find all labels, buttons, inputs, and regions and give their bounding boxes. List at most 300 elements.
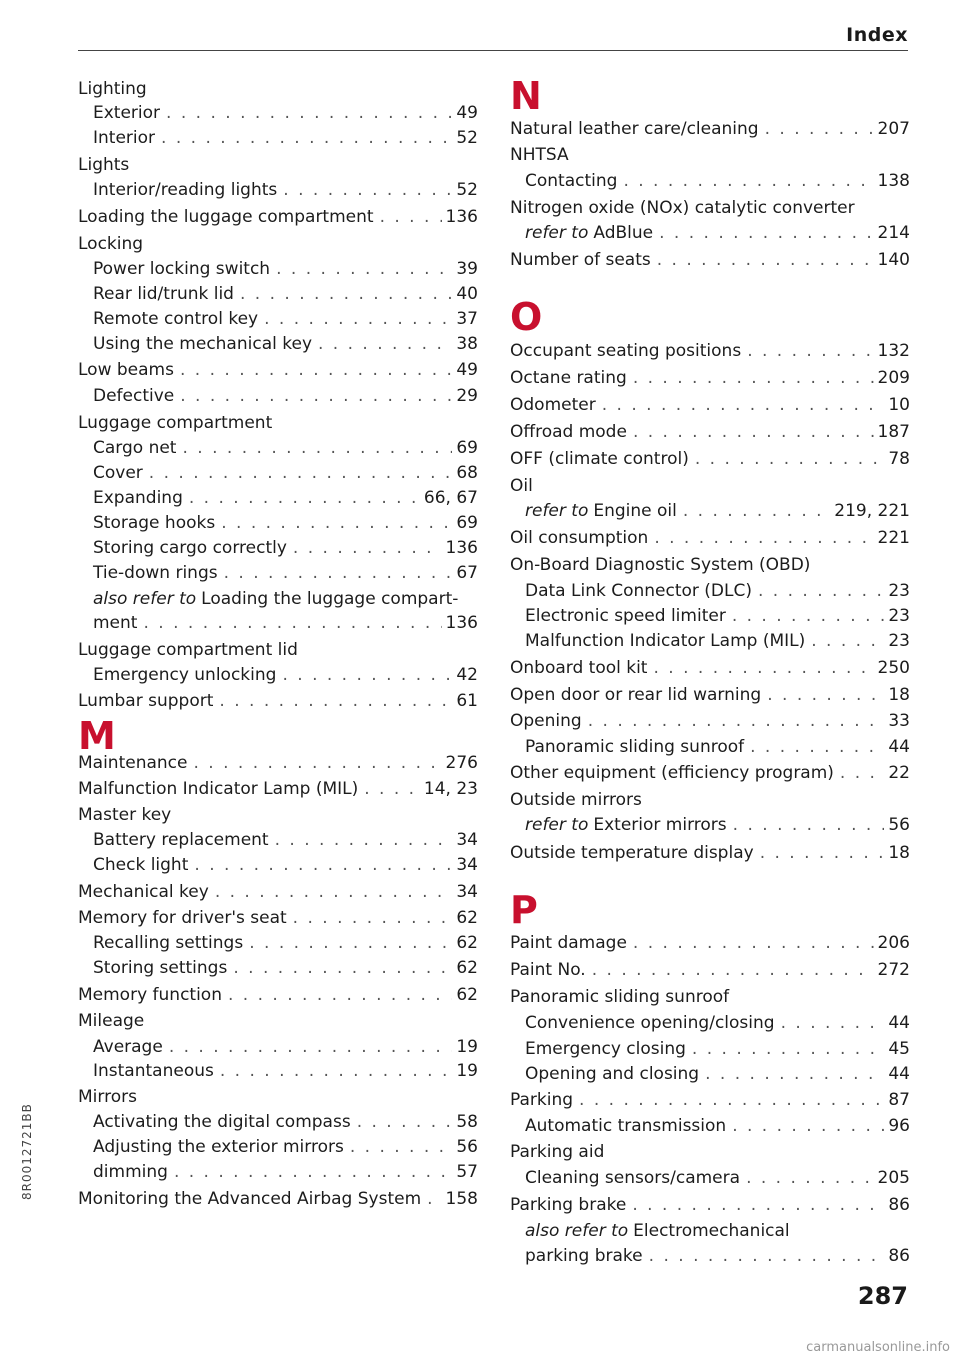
page-reference: 39 xyxy=(456,259,478,279)
index-entry xyxy=(510,447,910,471)
index-term: Mechanical key xyxy=(78,882,209,902)
page-reference: 52 xyxy=(456,180,478,200)
document-code: 8R0012721BB xyxy=(20,1103,34,1200)
index-entry xyxy=(78,906,478,930)
index-entry xyxy=(510,169,910,193)
index-entry-line xyxy=(78,1110,478,1134)
index-entry-line xyxy=(78,828,478,852)
index-entry-line xyxy=(510,931,910,955)
leader-dots xyxy=(633,366,874,390)
index-entry-line xyxy=(78,931,478,955)
leader-dots xyxy=(750,735,884,759)
index-term: Paint damage xyxy=(510,933,627,953)
index-heading xyxy=(510,143,910,167)
index-term: AdBlue xyxy=(593,223,654,243)
index-heading-line xyxy=(510,474,910,498)
leader-dots xyxy=(364,777,420,801)
index-entry xyxy=(78,511,478,535)
index-entry-line xyxy=(78,205,478,229)
index-entry-line xyxy=(510,1088,910,1112)
leader-dots xyxy=(659,221,873,245)
index-entry xyxy=(510,1088,910,1112)
index-heading xyxy=(510,474,910,498)
index-entry xyxy=(78,1110,478,1134)
index-entry xyxy=(510,393,910,417)
leader-dots xyxy=(840,761,884,785)
index-entry-line xyxy=(510,604,910,628)
index-term: Malfunction Indicator Lamp (MIL) xyxy=(525,631,806,651)
index-term: Cover xyxy=(93,463,143,483)
index-term: Battery replacement xyxy=(93,830,269,850)
leader-dots xyxy=(767,683,884,707)
index-term: Average xyxy=(93,1037,163,1057)
leader-dots xyxy=(683,499,830,523)
index-entry-line xyxy=(510,841,910,865)
leader-dots xyxy=(357,1110,453,1134)
index-entry xyxy=(78,101,478,125)
index-heading-line xyxy=(78,803,478,827)
index-term: Oil consumption xyxy=(510,528,649,548)
index-term: Check light xyxy=(93,855,189,875)
page-reference: 140 xyxy=(877,250,910,270)
index-term: Exterior xyxy=(93,103,161,123)
index-term: Open door or rear lid warning xyxy=(510,685,762,705)
cross-reference-prefix: also refer to xyxy=(525,1221,629,1241)
page-reference: 158 xyxy=(445,1189,478,1209)
leader-dots xyxy=(224,561,453,585)
index-entry-line xyxy=(510,1037,910,1061)
index-entry-line xyxy=(78,663,478,687)
index-heading xyxy=(510,553,910,577)
index-term: Low beams xyxy=(78,360,174,380)
page-reference: 214 xyxy=(877,223,910,243)
index-heading-line xyxy=(78,232,478,256)
page-reference: 86 xyxy=(888,1246,910,1266)
index-entry xyxy=(78,983,478,1007)
index-entry xyxy=(510,813,910,837)
leader-dots xyxy=(293,906,453,930)
page-reference: 19 xyxy=(456,1037,478,1057)
index-entry-line xyxy=(78,853,478,877)
index-heading-line xyxy=(78,77,478,101)
leader-dots xyxy=(632,1193,884,1217)
index-term: Tie-down rings xyxy=(93,563,218,583)
leader-dots xyxy=(161,126,452,150)
index-term: Natural leather care/cleaning xyxy=(510,119,759,139)
page-reference: 206 xyxy=(877,933,910,953)
leader-dots xyxy=(760,841,885,865)
index-term: Interior xyxy=(93,128,156,148)
index-term: dimming xyxy=(93,1162,168,1182)
index-term: Malfunction Indicator Lamp (MIL) xyxy=(78,779,359,799)
leader-dots xyxy=(293,536,442,560)
page-reference: 34 xyxy=(456,830,478,850)
index-entry xyxy=(510,339,910,363)
index-heading xyxy=(78,153,478,177)
index-term: Memory function xyxy=(78,985,222,1005)
index-entry-line xyxy=(510,499,910,523)
index-term: OFF (climate control) xyxy=(510,449,689,469)
index-entry-line xyxy=(78,384,478,408)
index-entry xyxy=(78,561,478,585)
index-entry-line xyxy=(510,221,910,245)
index-entry-line xyxy=(510,761,910,785)
index-entry xyxy=(510,931,910,955)
index-term: Panoramic sliding sunroof xyxy=(510,987,730,1007)
index-heading xyxy=(78,803,478,827)
index-entry xyxy=(78,751,478,775)
index-entry xyxy=(510,629,910,653)
index-term: Emergency unlocking xyxy=(93,665,277,685)
page-reference: 66, 67 xyxy=(423,488,478,508)
index-entry-line xyxy=(510,629,910,653)
index-heading xyxy=(78,411,478,435)
leader-dots xyxy=(166,101,452,125)
page-reference: 10 xyxy=(888,395,910,415)
leader-dots xyxy=(264,307,452,331)
index-term: Monitoring the Advanced Airbag System xyxy=(78,1189,422,1209)
page-reference: 78 xyxy=(888,449,910,469)
page-reference: 44 xyxy=(888,1064,910,1084)
page-reference: 138 xyxy=(877,171,910,191)
page-reference: 96 xyxy=(888,1116,910,1136)
leader-dots xyxy=(219,689,452,713)
index-heading-line xyxy=(510,985,910,1009)
leader-dots xyxy=(275,828,453,852)
index-entry xyxy=(78,436,478,460)
index-term: Using the mechanical key xyxy=(93,334,312,354)
index-entry-line xyxy=(510,1166,910,1190)
page-reference: 132 xyxy=(877,341,910,361)
index-term: Opening and closing xyxy=(525,1064,700,1084)
header-rule xyxy=(78,50,908,51)
leader-dots xyxy=(602,393,885,417)
index-heading-line xyxy=(510,788,910,812)
page-reference: 33 xyxy=(888,711,910,731)
index-entry-line xyxy=(510,579,910,603)
index-entry xyxy=(510,604,910,628)
page-reference: 219, 221 xyxy=(834,501,910,521)
leader-dots xyxy=(380,205,442,229)
index-entry xyxy=(510,499,910,523)
index-term: Defective xyxy=(93,386,175,406)
index-entry xyxy=(78,384,478,408)
index-entry-line xyxy=(510,683,910,707)
leader-dots xyxy=(220,1059,453,1083)
index-entry xyxy=(78,461,478,485)
index-entry xyxy=(78,178,478,202)
index-entry xyxy=(78,1035,478,1059)
index-term: Locking xyxy=(78,234,144,254)
index-entry xyxy=(510,366,910,390)
leader-dots xyxy=(746,1166,873,1190)
index-entry xyxy=(510,683,910,707)
index-term: Remote control key xyxy=(93,309,259,329)
page-reference: 136 xyxy=(445,613,478,633)
index-entry xyxy=(78,611,478,635)
page-reference: 62 xyxy=(456,908,478,928)
leader-dots xyxy=(282,663,452,687)
index-term: Parking xyxy=(510,1090,574,1110)
index-entry-line xyxy=(510,1114,910,1138)
index-term: Octane rating xyxy=(510,368,627,388)
page-reference: 221 xyxy=(877,528,910,548)
page-reference: 68 xyxy=(456,463,478,483)
page-reference: 61 xyxy=(456,691,478,711)
page-reference: 40 xyxy=(456,284,478,304)
index-heading xyxy=(510,1140,910,1164)
index-term: Electronic speed limiter xyxy=(525,606,726,626)
index-entry xyxy=(78,956,478,980)
index-entry-line xyxy=(510,447,910,471)
index-term: Parking aid xyxy=(510,1142,605,1162)
leader-dots xyxy=(221,511,452,535)
page-reference: 44 xyxy=(888,1013,910,1033)
page-reference: 34 xyxy=(456,882,478,902)
index-term: Mirrors xyxy=(78,1087,137,1107)
index-term: On-Board Diagnostic System (OBD) xyxy=(510,555,811,575)
page-reference: 57 xyxy=(456,1162,478,1182)
index-heading xyxy=(78,1085,478,1109)
leader-dots xyxy=(180,358,452,382)
page-reference: 56 xyxy=(888,815,910,835)
index-entry-line xyxy=(78,1160,478,1184)
index-entry xyxy=(510,1037,910,1061)
page-reference: 62 xyxy=(456,985,478,1005)
index-term: Interior/reading lights xyxy=(93,180,278,200)
index-heading xyxy=(78,232,478,256)
index-entry-line xyxy=(510,1011,910,1035)
page-reference: 276 xyxy=(445,753,478,773)
index-term: Engine oil xyxy=(593,501,677,521)
leader-dots xyxy=(180,384,452,408)
index-entry xyxy=(78,358,478,382)
index-entry-line xyxy=(78,126,478,150)
index-entry-line xyxy=(78,358,478,382)
index-entry xyxy=(510,248,910,272)
index-entry xyxy=(78,282,478,306)
index-entry-line xyxy=(78,536,478,560)
page-reference: 23 xyxy=(888,606,910,626)
index-entry xyxy=(510,579,910,603)
index-heading xyxy=(510,985,910,1009)
leader-dots xyxy=(649,1244,885,1268)
page-reference: 23 xyxy=(888,631,910,651)
index-entry-line xyxy=(78,486,478,510)
index-entry-line xyxy=(510,366,910,390)
index-term: Other equipment (efficiency program) xyxy=(510,763,834,783)
index-entry-line xyxy=(78,461,478,485)
index-term: Number of seats xyxy=(510,250,651,270)
index-entry xyxy=(510,1011,910,1035)
index-entry xyxy=(78,126,478,150)
index-entry-line xyxy=(78,777,478,801)
leader-dots xyxy=(350,1135,453,1159)
index-entry-line xyxy=(510,1062,910,1086)
leader-dots xyxy=(781,1011,885,1035)
index-heading-line xyxy=(510,1140,910,1164)
index-entry-line xyxy=(78,257,478,281)
index-term: Onboard tool kit xyxy=(510,658,648,678)
index-term: Cleaning sensors/camera xyxy=(525,1168,741,1188)
index-entry-line xyxy=(78,1135,478,1159)
page-reference: 136 xyxy=(445,538,478,558)
leader-dots xyxy=(249,931,452,955)
index-heading xyxy=(78,1009,478,1033)
index-term: Rear lid/trunk lid xyxy=(93,284,234,304)
page-reference: 49 xyxy=(456,360,478,380)
index-entry-line xyxy=(510,709,910,733)
page-reference: 62 xyxy=(456,933,478,953)
leader-dots xyxy=(705,1062,884,1086)
page-reference: 18 xyxy=(888,843,910,863)
leader-dots xyxy=(169,1035,453,1059)
index-term: Memory for driver's seat xyxy=(78,908,287,928)
index-term: Storing cargo correctly xyxy=(93,538,287,558)
index-entry xyxy=(78,307,478,331)
index-heading-line xyxy=(78,1085,478,1109)
leader-dots xyxy=(758,579,884,603)
index-entry-line xyxy=(510,1244,910,1268)
page-reference: 250 xyxy=(877,658,910,678)
cross-reference-prefix: refer to xyxy=(525,815,589,835)
index-term: Paint No. xyxy=(510,960,586,980)
index-entry-line xyxy=(510,526,910,550)
leader-dots xyxy=(633,420,874,444)
index-entry-line xyxy=(510,813,910,837)
index-entry-line xyxy=(78,1059,478,1083)
index-term: Master key xyxy=(78,805,172,825)
leader-dots xyxy=(588,709,885,733)
page-reference: 45 xyxy=(888,1039,910,1059)
page-reference: 205 xyxy=(877,1168,910,1188)
leader-dots xyxy=(182,436,452,460)
index-term: Exterior mirrors xyxy=(593,815,727,835)
index-entry xyxy=(510,761,910,785)
leader-dots xyxy=(215,880,453,904)
index-heading-line xyxy=(510,196,910,220)
index-term: parking brake xyxy=(525,1246,643,1266)
index-entry-line xyxy=(78,983,478,1007)
page-reference: 69 xyxy=(456,438,478,458)
index-term: Instantaneous xyxy=(93,1061,214,1081)
page-reference: 67 xyxy=(456,563,478,583)
leader-dots xyxy=(579,1088,884,1112)
page-reference: 56 xyxy=(456,1137,478,1157)
index-term: Expanding xyxy=(93,488,183,508)
index-term: Opening xyxy=(510,711,582,731)
index-term: Lights xyxy=(78,155,130,175)
index-term: Outside temperature display xyxy=(510,843,754,863)
page-reference: 207 xyxy=(877,119,910,139)
index-entry xyxy=(78,931,478,955)
index-entry-line xyxy=(78,178,478,202)
index-term: Oil xyxy=(510,476,533,496)
index-entry xyxy=(78,777,478,801)
page-reference: 187 xyxy=(877,422,910,442)
cross-reference-prefix: refer to xyxy=(525,501,589,521)
leader-dots xyxy=(747,339,873,363)
index-entry xyxy=(78,205,478,229)
page-reference: 87 xyxy=(888,1090,910,1110)
leader-dots xyxy=(765,117,874,141)
section-letter-o: O xyxy=(510,295,543,339)
index-entry-line xyxy=(510,420,910,444)
index-entry-line xyxy=(78,101,478,125)
index-entry xyxy=(510,1193,910,1217)
index-entry xyxy=(78,332,478,356)
watermark: carmanualsonline.info xyxy=(806,1340,950,1355)
index-entry-line xyxy=(78,906,478,930)
index-entry xyxy=(78,257,478,281)
leader-dots xyxy=(623,169,873,193)
leader-dots xyxy=(174,1160,452,1184)
index-entry-line xyxy=(510,117,910,141)
section-letter-p: P xyxy=(510,888,538,932)
page-reference: 58 xyxy=(456,1112,478,1132)
index-term: Emergency closing xyxy=(525,1039,686,1059)
index-entry-line xyxy=(78,1187,478,1211)
index-entry-line xyxy=(510,656,910,680)
index-term: Electromechanical xyxy=(633,1221,790,1241)
index-entry xyxy=(78,486,478,510)
leader-dots xyxy=(233,956,452,980)
index-entry xyxy=(78,853,478,877)
index-heading-line xyxy=(78,1009,478,1033)
leader-dots xyxy=(318,332,452,356)
leader-dots xyxy=(276,257,452,281)
index-entry xyxy=(78,536,478,560)
index-heading-line xyxy=(510,143,910,167)
leader-dots xyxy=(592,958,874,982)
index-entry-line xyxy=(510,393,910,417)
page-reference: 37 xyxy=(456,309,478,329)
cross-reference-prefix: refer to xyxy=(525,223,589,243)
index-term: Contacting xyxy=(525,171,618,191)
index-term: Luggage compartment lid xyxy=(78,640,298,660)
page-reference: 86 xyxy=(888,1195,910,1215)
leader-dots xyxy=(228,983,452,1007)
index-entry-line xyxy=(78,1035,478,1059)
index-term: Outside mirrors xyxy=(510,790,642,810)
index-entry xyxy=(78,880,478,904)
index-entry xyxy=(78,1160,478,1184)
index-heading xyxy=(510,788,910,812)
leader-dots xyxy=(283,178,452,202)
index-entry-line xyxy=(78,282,478,306)
page-reference: 22 xyxy=(888,763,910,783)
index-entry-line xyxy=(510,1193,910,1217)
page-reference: 23 xyxy=(888,581,910,601)
index-entry xyxy=(510,221,910,245)
index-term: Storage hooks xyxy=(93,513,216,533)
page-reference: 136 xyxy=(445,207,478,227)
leader-dots xyxy=(143,611,441,635)
index-entry-line xyxy=(510,169,910,193)
index-term: Storing settings xyxy=(93,958,228,978)
index-heading-line xyxy=(510,553,910,577)
leader-dots xyxy=(733,813,885,837)
index-term: Panoramic sliding sunroof xyxy=(525,737,745,757)
leader-dots xyxy=(193,751,441,775)
index-entry-line xyxy=(510,248,910,272)
index-term: Data Link Connector (DLC) xyxy=(525,581,752,601)
page-reference: 38 xyxy=(456,334,478,354)
index-term: Lighting xyxy=(78,79,147,99)
index-entry xyxy=(510,1114,910,1138)
leader-dots xyxy=(657,248,874,272)
index-heading-line xyxy=(78,411,478,435)
